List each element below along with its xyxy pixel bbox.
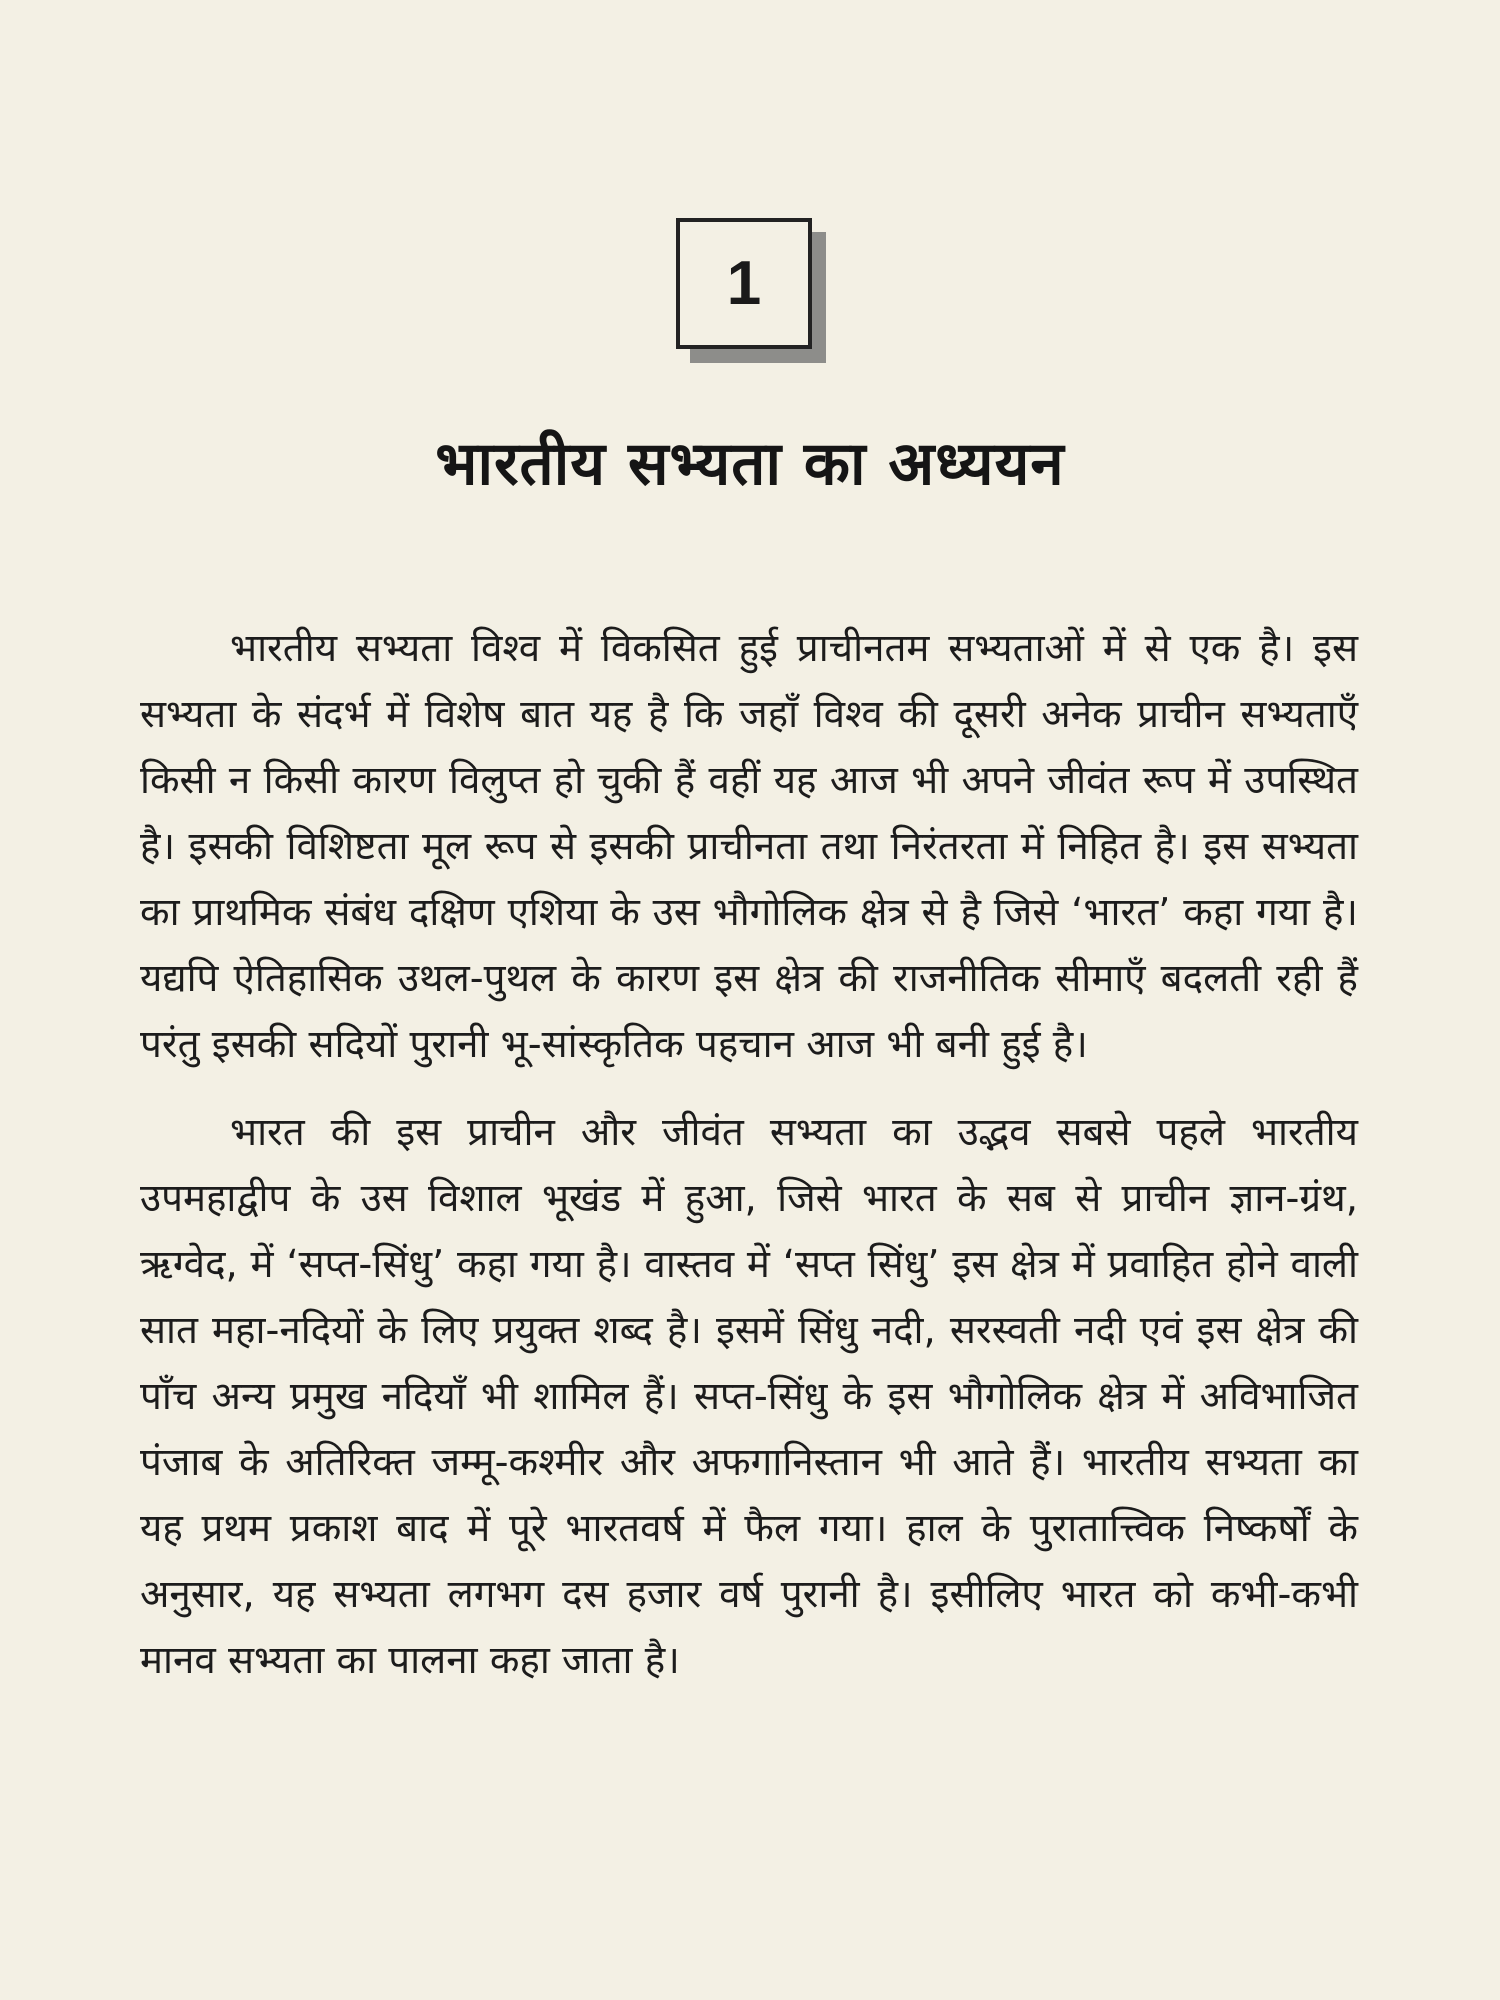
paragraph-1: भारतीय सभ्यता विश्व में विकसित हुई प्राचीनतम सभ्यताओं में से एक है। इस सभ्यता के संदर्भ में विशेष बात यह है कि जहाँ विश्व की दूसरी अनेक प्राचीन सभ्यताएँ किसी न किसी कारण विलुप्त हो चुकी हैं वहीं यह आज भी अपने जीवंत रूप में उपस्थित है। इसकी विशिष्टता मूल रूप से इसकी प्राचीनता तथा निरंतरता में निहित है। इस सभ्यता का प्राथमिक संबंध दक्षिण एशिया के उस भौगोलिक क्षेत्र से है जिसे ‘भारत’ कहा गया है। यद्यपि ऐतिहासिक उथल-पुथल के कारण इस क्षेत्र की राजनीतिक सीमाएँ बदलती रही हैं परंतु इसकी सदियों पुरानी भू-सांस्कृतिक पहचान आज भी बनी हुई है। xyxy=(140,626,1358,1067)
chapter-title: भारतीय सभ्यता का अध्ययन xyxy=(435,429,1065,499)
paragraph-2: भारत की इस प्राचीन और जीवंत सभ्यता का उद्भव सबसे पहले भारतीय उपमहाद्वीप के उस विशाल भूखंड में हुआ, जिसे भारत के सब से प्राचीन ज्ञान-ग्रंथ, ऋग्वेद, में ‘सप्त-सिंधु’ कहा गया है। वास्तव में ‘सप्त सिंधु’ इस क्षेत्र में प्रवाहित होने वाली सात महा-नदियों के लिए प्रयुक्त शब्द है। इसमें सिंधु नदी, सरस्वती नदी एवं इस क्षेत्र की पाँच अन्य प्रमुख नदियाँ भी शामिल हैं। सप्त-सिंधु के इस भौगोलिक क्षेत्र में अविभाजित पंजाब के अतिरिक्त जम्मू-कश्मीर और अफगानिस्तान भी आते हैं। भारतीय सभ्यता का यह प्रथम प्रकाश बाद में पूरे भारतवर्ष में फैल गया। हाल के पुरातात्त्विक निष्कर्षों के अनुसार, यह सभ्यता लगभग दस हजार वर्ष पुरानी है। इसीलिए भारत को कभी-कभी मानव सभ्यता का पालना कहा जाता है। xyxy=(140,1110,1358,1683)
chapter-number: 1 xyxy=(676,218,812,349)
chapter-body xyxy=(140,616,1358,1694)
chapter-number-box xyxy=(676,218,826,363)
